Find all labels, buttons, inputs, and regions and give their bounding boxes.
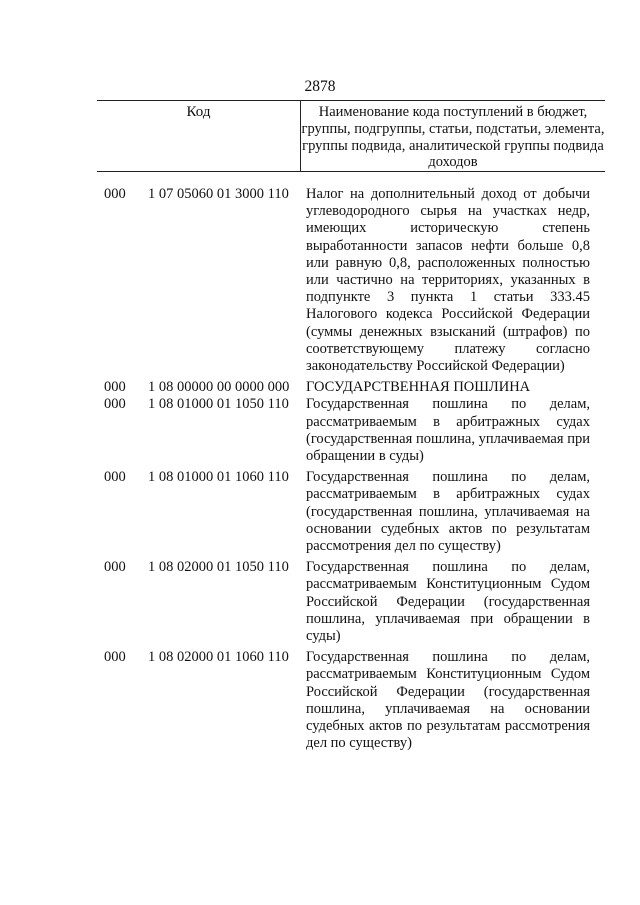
admin-code: 000 <box>104 379 126 396</box>
name-column-header: Наименование кода поступлений в бюджет, группы, подгруппы, статьи, подстатьи, элемента, группы подвида, аналитической группы подвида доходов <box>301 104 605 171</box>
page-number: 2878 <box>304 78 336 95</box>
admin-code: 000 <box>104 559 126 576</box>
revenue-code: 1 08 01000 01 1050 110 <box>148 396 289 413</box>
revenue-code: 1 08 02000 01 1050 110 <box>148 559 289 576</box>
revenue-description: ГОСУДАРСТВЕННАЯ ПОШЛИНА <box>306 379 531 396</box>
revenue-description: Государственная пошлина по делам, рассматриваемым в арбитражных судах (государственная пошлина, уплачиваемая на основании судебных актов по результатам рассмотрения дел по существу) <box>306 469 590 555</box>
revenue-code: 1 08 02000 01 1060 110 <box>148 649 289 666</box>
table-row <box>0 186 640 375</box>
revenue-code: 1 08 01000 01 1060 110 <box>148 469 289 486</box>
admin-code: 000 <box>104 469 126 486</box>
table-header <box>97 100 605 172</box>
code-column-header: Код <box>186 104 211 120</box>
admin-code: 000 <box>104 186 126 202</box>
table-row <box>0 379 640 396</box>
revenue-description: Государственная пошлина по делам, рассматриваемым в арбитражных судах (государственная пошлина, уплачиваемая при обращении в суды) <box>306 396 590 465</box>
table-row <box>0 559 640 645</box>
table-row <box>0 649 640 752</box>
revenue-code: 1 08 00000 00 0000 000 <box>148 379 290 396</box>
table-row <box>0 469 640 555</box>
revenue-description: Налог на дополнительный доход от добычи углеводородного сырья на участках недр, имеющих историческую степень выработанности запасов нефти больше 0,8 или равную 0,8, расположенных полностью или частично на территориях, указанных в подпункте 3 пункта 1 статьи 333.45 Налогового кодекса Российской Федерации (суммы денежных взысканий (штрафов) по соответствующему платежу согласно законодательству Российской Федерации) <box>306 186 590 375</box>
table-row <box>0 396 640 465</box>
revenue-description: Государственная пошлина по делам, рассматриваемым Конституционным Судом Российской Федерации (государственная пошлина, уплачиваемая на основании судебных актов по результатам рассмотрения дел по существу) <box>306 649 590 752</box>
admin-code: 000 <box>104 396 126 413</box>
revenue-code: 1 07 05060 01 3000 110 <box>148 186 289 202</box>
revenue-code-list <box>0 186 640 757</box>
admin-code: 000 <box>104 649 126 666</box>
revenue-description: Государственная пошлина по делам, рассматриваемым Конституционным Судом Российской Федерации (государственная пошлина, уплачиваемая при обращении в суды) <box>306 559 590 645</box>
